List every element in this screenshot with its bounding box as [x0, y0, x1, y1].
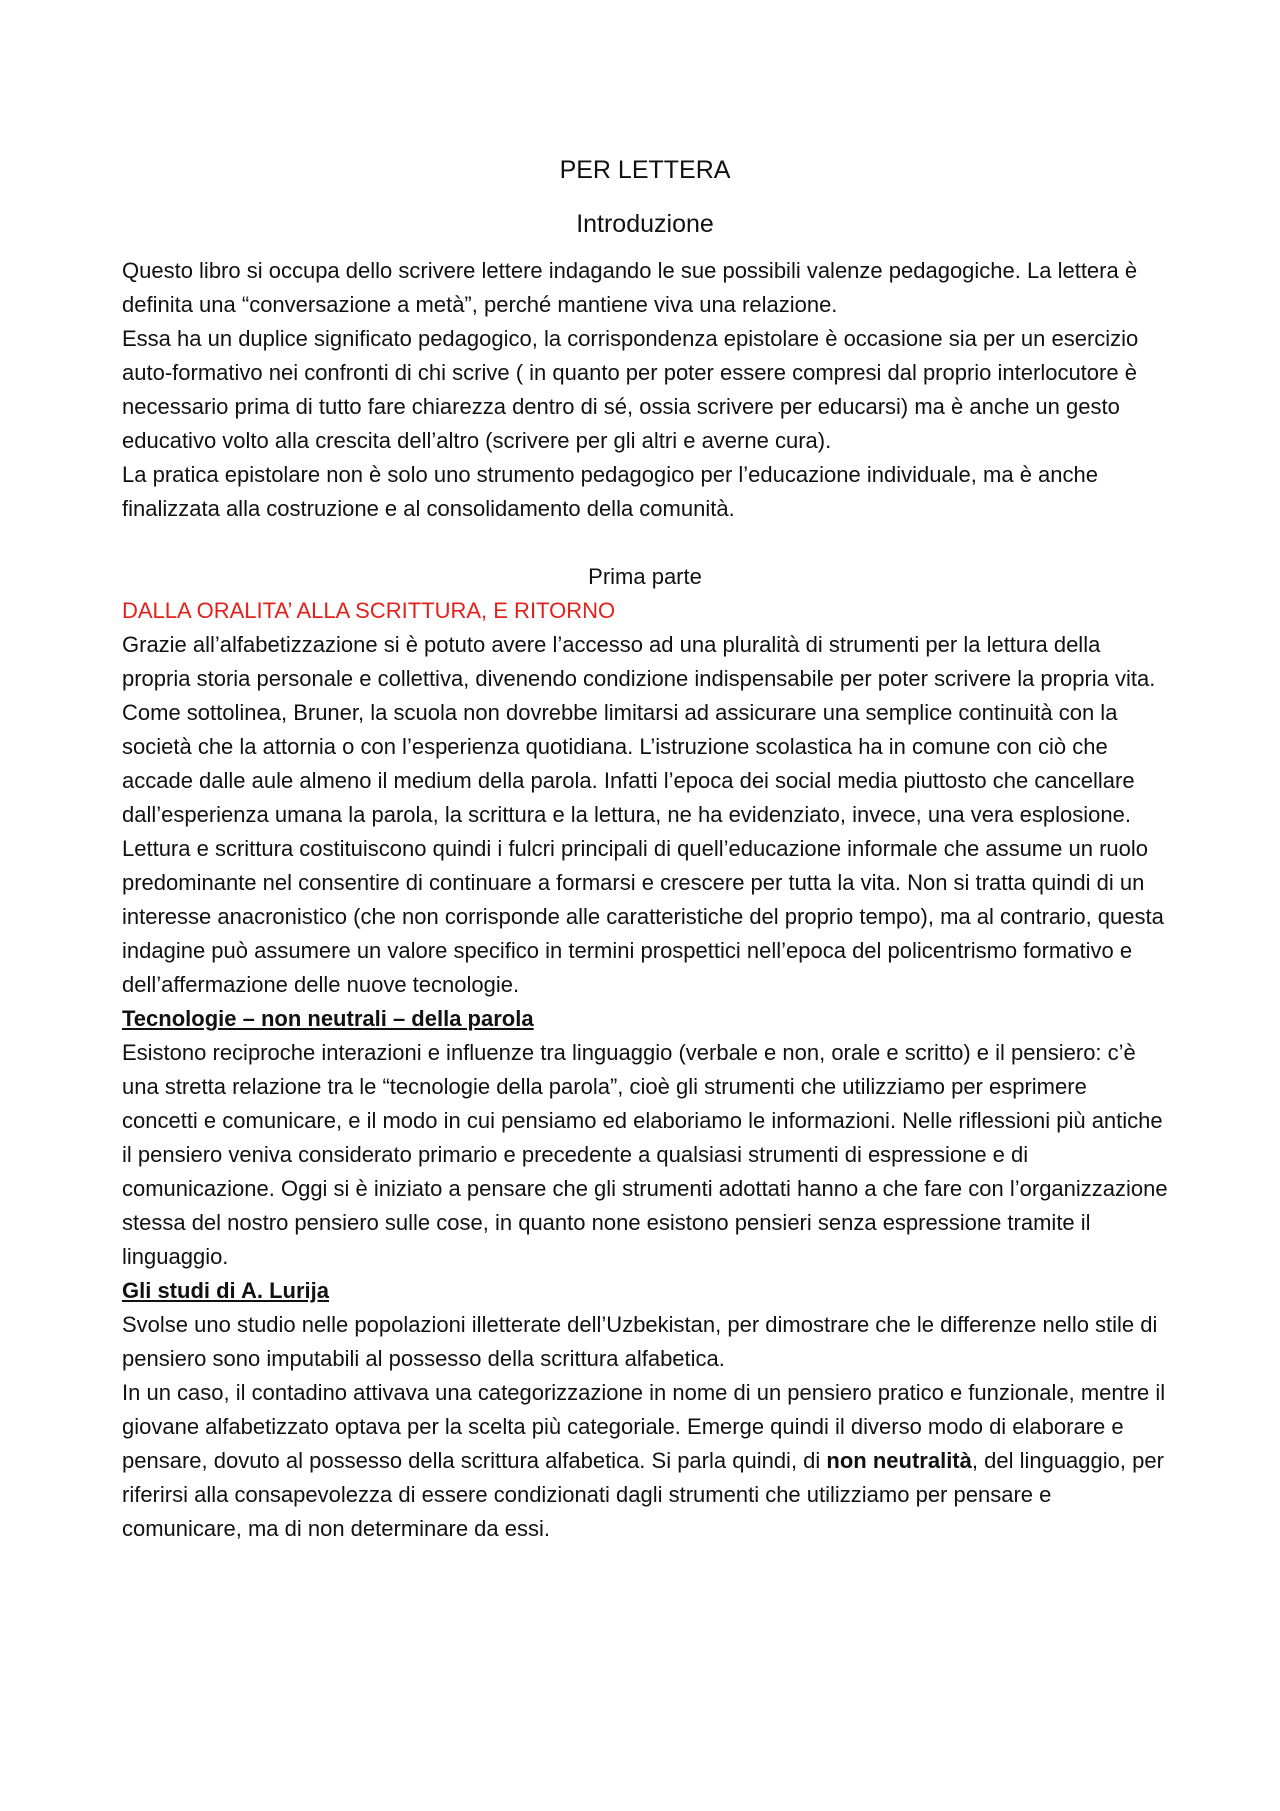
bold-term-non-neutralita: non neutralità [826, 1448, 972, 1473]
part1-paragraph-1: Grazie all’alfabetizzazione si è potuto avere l’accesso ad una pluralità di strumenti per la lettura della propria storia personale e collettiva, divenendo condizione indispensabile per poter scrivere la propria vita. [122, 632, 1156, 691]
part1-paragraph-2: Come sottolinea, Bruner, la scuola non dovrebbe limitarsi ad assicurare una semplice continuità con la società che la attornia o con l’esperienza quotidiana. L’istruzione scolastica ha in comune con ciò che accade dalle aule almeno il medium della parola. Infatti l’epoca dei social media piuttosto che cancellare dall’esperienza umana la parola, la scrittura e la lettura, ne ha evidenziato, invece, una vera esplosione. Lettura e scrittura costituiscono quindi i fulcri principali di quell’educazione informale che assume un ruolo predominante nel consentire di continuare a formarsi e crescere per tutta la vita. Non si tratta quindi di un interesse anacronistico (che non corrisponde alle caratteristiche del proprio tempo), ma al contrario, questa indagine può assumere un valore specifico in termini prospettici nell’epoca del policentrismo formativo e dell’affermazione delle nuove tecnologie. [122, 700, 1164, 997]
blank-line [122, 526, 1168, 560]
lurija-paragraph-2-start: In un caso, il contadino attivava una categorizzazione in nome di un pensiero pratico e funzionale, mentre il giovane alfabetizzato optava per la scelta più categoriale. Emerge quindi il diverso modo di elaborare e pensare, dovuto al possesso della scrittura alfabetica. Si parla quindi, di [122, 1380, 1166, 1473]
document-subtitle: Introduzione [576, 210, 714, 238]
document-title: PER LETTERA [559, 156, 731, 184]
section-heading-lurija: Gli studi di A. Lurija [122, 1278, 329, 1303]
lurija-paragraph-1: Svolse uno studio nelle popolazioni illetterate dell’Uzbekistan, per dimostrare che le differenze nello stile di pensiero sono imputabili al possesso della scrittura alfabetica. [122, 1312, 1158, 1371]
part-label: Prima parte [588, 564, 702, 589]
intro-paragraph-1: Questo libro si occupa dello scrivere lettere indagando le sue possibili valenze pedagogiche. La lettera è definita una “conversazione a metà”, perché mantiene viva una relazione. [122, 258, 1138, 317]
part-heading: DALLA ORALITA’ ALLA SCRITTURA, E RITORNO [122, 598, 616, 623]
section-heading-tecnologie: Tecnologie – non neutrali – della parola [122, 1006, 534, 1031]
intro-paragraph-2: Essa ha un duplice significato pedagogico, la corrispondenza epistolare è occasione sia per un esercizio auto-formativo nei confronti di chi scrive ( in quanto per poter essere compresi dal proprio interlocutore è necessario prima di tutto fare chiarezza dentro di sé, ossia scrivere per educarsi) ma è anche un gesto educativo volto alla crescita dell’altro (scrivere per gli altri e averne cura). [122, 326, 1139, 453]
intro-paragraph-3: La pratica epistolare non è solo uno strumento pedagogico per l’educazione individuale, ma è anche finalizzata alla costruzione e al consolidamento della comunità. [122, 462, 1098, 521]
tecnologie-paragraph-1: Esistono reciproche interazioni e influenze tra linguaggio (verbale e non, orale e scritto) e il pensiero: c’è una stretta relazione tra le “tecnologie della parola”, cioè gli strumenti che utilizziamo per esprimere concetti e comunicare, e il modo in cui pensiamo ed elaboriamo le informazioni. Nelle riflessioni più antiche il pensiero veniva considerato primario e precedente a qualsiasi strumenti di espressione e di comunicazione. Oggi si è iniziato a pensare che gli strumenti adottati hanno a che fare con l’organizzazione stessa del nostro pensiero sulle cose, in quanto none esistono pensieri senza espressione tramite il linguaggio. [122, 1040, 1168, 1269]
lurija-paragraph-2-end: , del linguaggio, per riferirsi alla consapevolezza di essere condizionati dagli strumenti che utilizziamo per pensare e comunicare, ma di non determinare da essi. [122, 1448, 1164, 1541]
document-page [122, 152, 1168, 1546]
lurija-paragraph-2 [122, 1376, 1168, 1546]
